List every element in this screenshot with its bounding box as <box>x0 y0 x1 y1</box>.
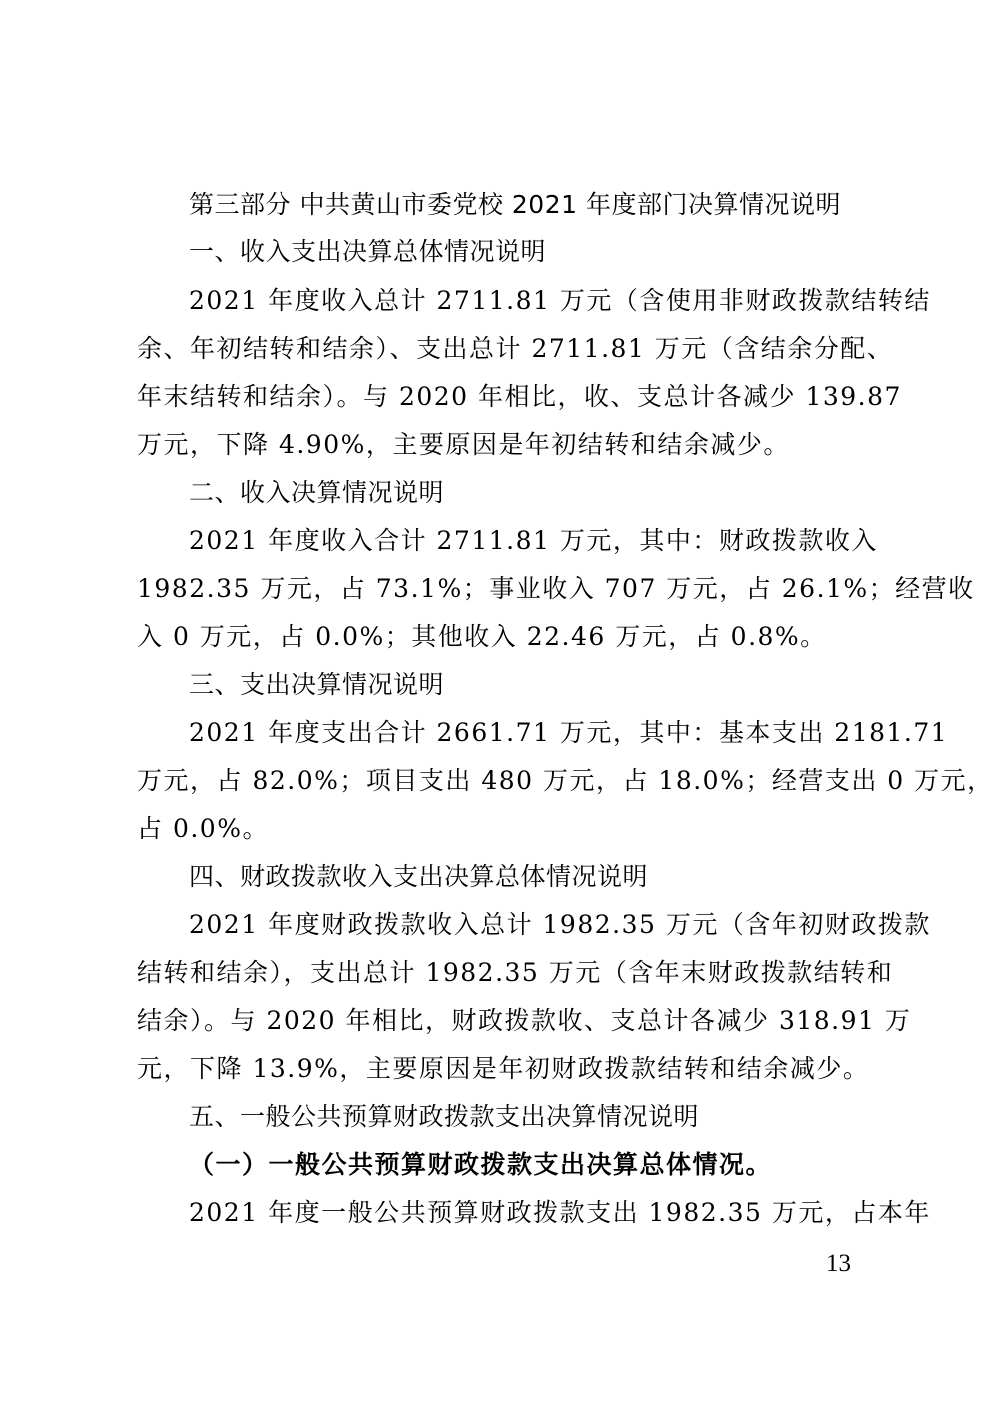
paragraph-line: 占 0.0%。 <box>137 814 269 843</box>
section-heading-3: 三、支出决算情况说明 <box>189 670 445 699</box>
section-heading-4: 四、财政拨款收入支出决算总体情况说明 <box>189 862 649 891</box>
paragraph-line: 2021 年度收入总计 2711.81 万元（含使用非财政拨款结转结 <box>189 286 931 315</box>
paragraph-line: 2021 年度一般公共预算财政拨款支出 1982.35 万元，占本年 <box>189 1198 931 1227</box>
paragraph-line: 年末结转和结余）。与 2020 年相比，收、支总计各减少 139.87 <box>137 382 902 411</box>
paragraph-line: 结转和结余），支出总计 1982.35 万元（含年末财政拨款结转和 <box>137 958 894 987</box>
paragraph-line: 元，下降 13.9%，主要原因是年初财政拨款结转和结余减少。 <box>137 1054 870 1083</box>
section-heading-2: 二、收入决算情况说明 <box>189 478 445 507</box>
paragraph-line: 1982.35 万元，占 73.1%；事业收入 707 万元，占 26.1%；经营收 <box>137 574 975 603</box>
paragraph-line: 2021 年度财政拨款收入总计 1982.35 万元（含年初财政拨款 <box>189 910 931 939</box>
subsection-heading: （一）一般公共预算财政拨款支出决算总体情况。 <box>189 1150 773 1179</box>
paragraph-line: 万元，下降 4.90%，主要原因是年初结转和结余减少。 <box>137 430 790 459</box>
paragraph-line: 2021 年度支出合计 2661.71 万元，其中：基本支出 2181.71 <box>189 718 949 747</box>
section-heading-5: 五、一般公共预算财政拨款支出决算情况说明 <box>189 1102 700 1131</box>
paragraph-line: 2021 年度收入合计 2711.81 万元，其中：财政拨款收入 <box>189 526 878 555</box>
page-number: 13 <box>826 1250 851 1277</box>
part-title: 第三部分 中共黄山市委党校 2021 年度部门决算情况说明 <box>189 190 841 219</box>
paragraph-line: 万元，占 82.0%；项目支出 480 万元，占 18.0%；经营支出 0 万元， <box>137 766 994 795</box>
paragraph-line: 结余）。与 2020 年相比，财政拨款收、支总计各减少 318.91 万 <box>137 1006 912 1035</box>
section-heading-1: 一、收入支出决算总体情况说明 <box>189 237 547 266</box>
paragraph-line: 入 0 万元，占 0.0%；其他收入 22.46 万元，占 0.8%。 <box>137 622 827 651</box>
paragraph-line: 余、年初结转和结余）、支出总计 2711.81 万元（含结余分配、 <box>137 334 894 363</box>
